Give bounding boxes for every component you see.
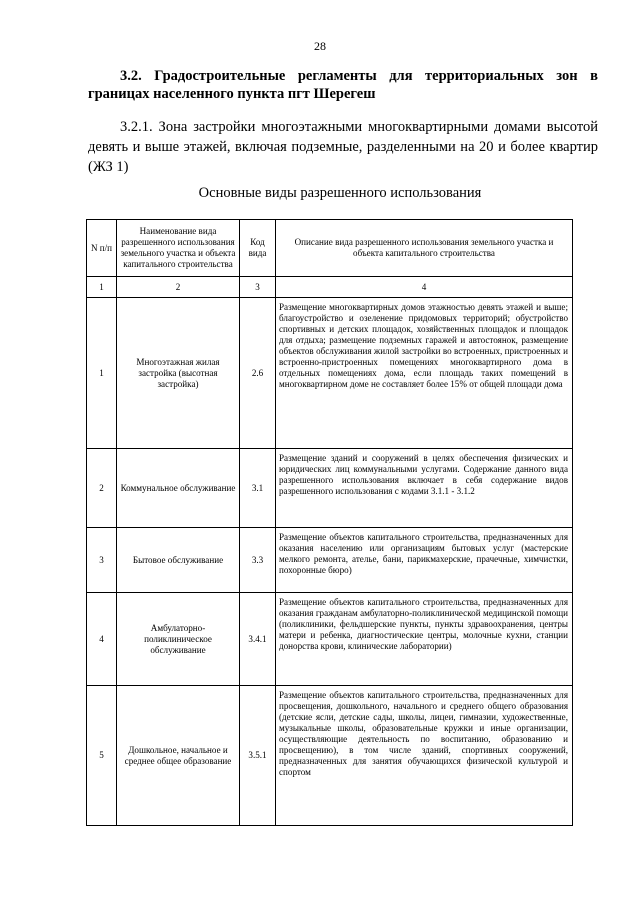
row-number: 1 [87, 298, 117, 449]
section-heading-text: 3.2. Градостроительные регламенты для территориальных зон в границах населенного пункта пгт Шерегеш [88, 68, 598, 102]
zone-heading [88, 117, 598, 177]
table-row [87, 593, 573, 686]
use-code: 3.3 [240, 528, 276, 593]
index-cell: 3 [240, 277, 276, 298]
index-cell: 4 [276, 277, 573, 298]
row-number: 3 [87, 528, 117, 593]
index-cell: 1 [87, 277, 117, 298]
header-num: N п/п [87, 220, 117, 277]
use-code: 2.6 [240, 298, 276, 449]
row-number: 2 [87, 449, 117, 528]
table-title: Основные виды разрешенного использования [198, 185, 482, 201]
use-code: 3.4.1 [240, 593, 276, 686]
header-code: Код вида [240, 220, 276, 277]
use-description: Размещение зданий и сооружений в целях обеспечения физических и юридических лиц коммунальными услугами. Содержание данного вида разрешенного использования включает в себя содержание видов разрешенного использования с кодами 3.1.1 - 3.1.2 [276, 449, 573, 528]
header-desc: Описание вида разрешенного использования земельного участка и объекта капитального строительства [276, 220, 573, 277]
use-description: Размещение объектов капитального строительства, предназначенных для оказания населению или организациям бытовых услуг (мастерские мелкого ремонта, ателье, бани, парикмахерские, прачечные, химчистки, похоронные бюро) [276, 528, 573, 593]
use-description: Размещение объектов капитального строительства, предназначенных для просвещения, дошкольного, начального и среднего общего образования (детские ясли, детские сады, школы, лицеи, гимназии, художественные, музыкальные школы, образовательные кружки и иные организации, осуществляющие деятельность по воспитанию, образованию и просвещению), в том числе зданий, спортивных сооружений, предназначенных для занятия обучающихся физической культурой и спортом [276, 686, 573, 826]
use-description: Размещение многоквартирных домов этажностью девять этажей и выше; благоустройство и озеленение придомовых территорий; обустройство спортивных и детских площадок, хозяйственных площадок и площадок для отдыха; размещение подземных гаражей и автостоянок, размещение объектов обслуживания жилой застройки во встроенных, пристроенных и встроенно-пристроенных помещениях многоквартирного дома в отдельных помещениях дома, если площадь таких помещений в многоквартирном доме не составляет более 15% от общей площади дома [276, 298, 573, 449]
row-number: 5 [87, 686, 117, 826]
table-row [87, 298, 573, 449]
table-row [87, 528, 573, 593]
use-name: Бытовое обслуживание [117, 528, 240, 593]
page-number: 28 [314, 39, 326, 53]
use-name: Многоэтажная жилая застройка (высотная застройка) [117, 298, 240, 449]
header-name: Наименование вида разрешенного использования земельного участка и объекта капитального строительства [117, 220, 240, 277]
table-row [87, 686, 573, 826]
permitted-use-table [86, 219, 573, 826]
row-number: 4 [87, 593, 117, 686]
use-name: Дошкольное, начальное и среднее общее образование [117, 686, 240, 826]
use-code: 3.5.1 [240, 686, 276, 826]
use-name: Амбулаторно-поликлиническое обслуживание [117, 593, 240, 686]
table-header-row [87, 220, 573, 277]
table-row [87, 449, 573, 528]
table-index-row [87, 277, 573, 298]
use-code: 3.1 [240, 449, 276, 528]
index-cell: 2 [117, 277, 240, 298]
use-description: Размещение объектов капитального строительства, предназначенных для оказания гражданам амбулаторно-поликлинической медицинской помощи (поликлиники, фельдшерские пункты, пункты здравоохранения, центры матери и ребенка, диагностические центры, молочные кухни, станции донорства крови, клинические лаборатории) [276, 593, 573, 686]
zone-heading-text: 3.2.1. Зона застройки многоэтажными многоквартирными домами высотой девять и выше этажей, включая подземные, разделенными на 20 и более квартир (ЖЗ 1) [88, 119, 598, 175]
section-heading [88, 67, 598, 103]
use-name: Коммунальное обслуживание [117, 449, 240, 528]
